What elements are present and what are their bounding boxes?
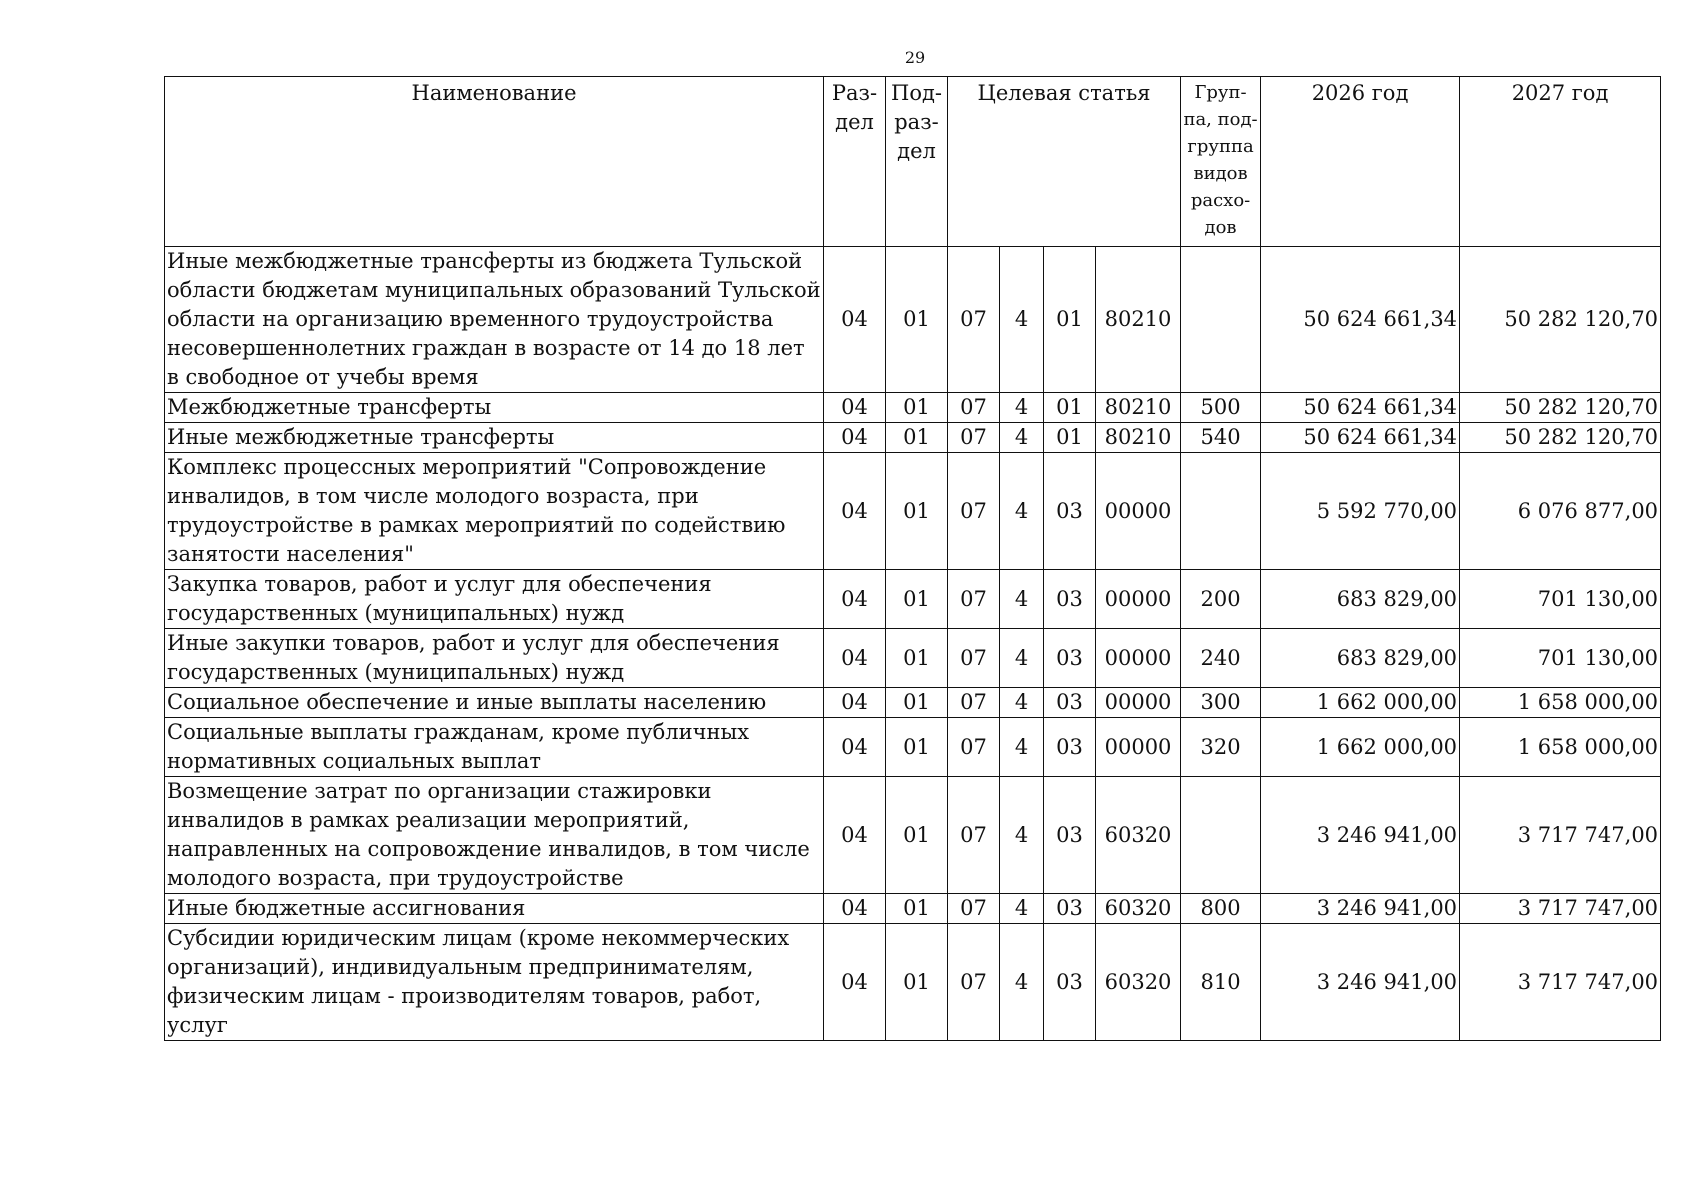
cell-target-program: 07 <box>948 777 1000 894</box>
cell-section: 04 <box>824 718 886 777</box>
cell-name: Социальное обеспечение и иные выплаты населению <box>165 688 824 718</box>
cell-amount-2026: 3 246 941,00 <box>1261 924 1460 1041</box>
header-expense-group: Груп- па, под- группа видов расхо- дов <box>1181 77 1261 247</box>
cell-target-type: 4 <box>1000 247 1044 393</box>
cell-name: Иные межбюджетные трансферты из бюджета Тульской области бюджетам муниципальных образований Тульской области на организацию временного трудоустройства несовершеннолетних граждан в возрасте от 14 до 18 лет в свободное от учебы время <box>165 247 824 393</box>
cell-target-direction: 00000 <box>1096 629 1181 688</box>
cell-target-program: 07 <box>948 894 1000 924</box>
cell-target-type: 4 <box>1000 570 1044 629</box>
cell-target-complex: 03 <box>1044 777 1096 894</box>
cell-target-program: 07 <box>948 629 1000 688</box>
cell-section: 04 <box>824 423 886 453</box>
cell-amount-2026: 683 829,00 <box>1261 570 1460 629</box>
cell-amount-2027: 701 130,00 <box>1460 570 1661 629</box>
cell-target-complex: 03 <box>1044 629 1096 688</box>
cell-amount-2026: 50 624 661,34 <box>1261 423 1460 453</box>
table-body <box>165 247 1661 1041</box>
cell-section: 04 <box>824 777 886 894</box>
cell-subsection: 01 <box>886 924 948 1041</box>
cell-target-type: 4 <box>1000 924 1044 1041</box>
cell-subsection: 01 <box>886 894 948 924</box>
cell-amount-2026: 5 592 770,00 <box>1261 453 1460 570</box>
header-subsection: Под- раз- дел <box>886 77 948 247</box>
cell-expense-group: 540 <box>1181 423 1261 453</box>
cell-name: Межбюджетные трансферты <box>165 393 824 423</box>
cell-target-complex: 03 <box>1044 894 1096 924</box>
cell-amount-2027: 3 717 747,00 <box>1460 894 1661 924</box>
cell-target-direction: 60320 <box>1096 777 1181 894</box>
cell-amount-2027: 50 282 120,70 <box>1460 393 1661 423</box>
header-name: Наименование <box>165 77 824 247</box>
cell-expense-group <box>1181 247 1261 393</box>
cell-expense-group: 800 <box>1181 894 1261 924</box>
table-row <box>165 393 1661 423</box>
cell-target-program: 07 <box>948 423 1000 453</box>
cell-subsection: 01 <box>886 393 948 423</box>
cell-expense-group: 240 <box>1181 629 1261 688</box>
page-number: 29 <box>904 48 926 67</box>
cell-target-type: 4 <box>1000 777 1044 894</box>
cell-subsection: 01 <box>886 423 948 453</box>
cell-target-complex: 01 <box>1044 247 1096 393</box>
cell-amount-2026: 3 246 941,00 <box>1261 894 1460 924</box>
table-row <box>165 777 1661 894</box>
cell-target-direction: 00000 <box>1096 688 1181 718</box>
cell-section: 04 <box>824 629 886 688</box>
table-row <box>165 629 1661 688</box>
cell-amount-2027: 701 130,00 <box>1460 629 1661 688</box>
table-row <box>165 924 1661 1041</box>
header-year-2027: 2027 год <box>1460 77 1661 247</box>
cell-target-direction: 00000 <box>1096 718 1181 777</box>
cell-target-program: 07 <box>948 453 1000 570</box>
cell-amount-2026: 1 662 000,00 <box>1261 718 1460 777</box>
header-target-article: Целевая статья <box>948 77 1181 247</box>
cell-section: 04 <box>824 453 886 570</box>
cell-target-program: 07 <box>948 688 1000 718</box>
cell-subsection: 01 <box>886 688 948 718</box>
header-section: Раз- дел <box>824 77 886 247</box>
cell-subsection: 01 <box>886 453 948 570</box>
cell-name: Закупка товаров, работ и услуг для обеспечения государственных (муниципальных) нужд <box>165 570 824 629</box>
cell-section: 04 <box>824 688 886 718</box>
cell-amount-2026: 1 662 000,00 <box>1261 688 1460 718</box>
cell-subsection: 01 <box>886 247 948 393</box>
cell-target-program: 07 <box>948 247 1000 393</box>
cell-name: Иные межбюджетные трансферты <box>165 423 824 453</box>
header-year-2026: 2026 год <box>1261 77 1460 247</box>
cell-amount-2027: 3 717 747,00 <box>1460 924 1661 1041</box>
cell-target-program: 07 <box>948 570 1000 629</box>
cell-target-complex: 03 <box>1044 453 1096 570</box>
cell-amount-2027: 1 658 000,00 <box>1460 688 1661 718</box>
cell-amount-2026: 50 624 661,34 <box>1261 393 1460 423</box>
table-row <box>165 570 1661 629</box>
cell-target-complex: 03 <box>1044 718 1096 777</box>
cell-target-direction: 60320 <box>1096 924 1181 1041</box>
cell-target-type: 4 <box>1000 423 1044 453</box>
table-row <box>165 247 1661 393</box>
cell-target-direction: 80210 <box>1096 423 1181 453</box>
cell-target-type: 4 <box>1000 453 1044 570</box>
table-header-row <box>165 77 1661 247</box>
cell-expense-group: 320 <box>1181 718 1261 777</box>
cell-target-direction: 00000 <box>1096 570 1181 629</box>
cell-name: Субсидии юридическим лицам (кроме некоммерческих организаций), индивидуальным предпринимателям, физическим лицам - производителям товаров, работ, услуг <box>165 924 824 1041</box>
cell-section: 04 <box>824 247 886 393</box>
cell-section: 04 <box>824 894 886 924</box>
cell-target-direction: 80210 <box>1096 393 1181 423</box>
cell-target-type: 4 <box>1000 688 1044 718</box>
cell-subsection: 01 <box>886 629 948 688</box>
table-row <box>165 718 1661 777</box>
cell-target-program: 07 <box>948 393 1000 423</box>
cell-target-type: 4 <box>1000 629 1044 688</box>
cell-name: Иные бюджетные ассигнования <box>165 894 824 924</box>
cell-subsection: 01 <box>886 777 948 894</box>
cell-expense-group <box>1181 777 1261 894</box>
cell-target-program: 07 <box>948 924 1000 1041</box>
cell-expense-group <box>1181 453 1261 570</box>
cell-name: Иные закупки товаров, работ и услуг для обеспечения государственных (муниципальных) нужд <box>165 629 824 688</box>
cell-expense-group: 300 <box>1181 688 1261 718</box>
cell-target-program: 07 <box>948 718 1000 777</box>
cell-amount-2027: 6 076 877,00 <box>1460 453 1661 570</box>
cell-target-type: 4 <box>1000 894 1044 924</box>
cell-target-complex: 01 <box>1044 423 1096 453</box>
cell-subsection: 01 <box>886 718 948 777</box>
cell-amount-2027: 1 658 000,00 <box>1460 718 1661 777</box>
budget-table <box>164 76 1661 1041</box>
cell-target-type: 4 <box>1000 393 1044 423</box>
cell-name: Социальные выплаты гражданам, кроме публичных нормативных социальных выплат <box>165 718 824 777</box>
table-row <box>165 894 1661 924</box>
cell-target-direction: 00000 <box>1096 453 1181 570</box>
table-row <box>165 688 1661 718</box>
cell-amount-2027: 50 282 120,70 <box>1460 247 1661 393</box>
cell-target-direction: 80210 <box>1096 247 1181 393</box>
cell-name: Комплекс процессных мероприятий "Сопровождение инвалидов, в том числе молодого возраста, при трудоустройстве в рамках мероприятий по содействию занятости населения" <box>165 453 824 570</box>
cell-amount-2026: 50 624 661,34 <box>1261 247 1460 393</box>
table-row <box>165 453 1661 570</box>
cell-amount-2027: 3 717 747,00 <box>1460 777 1661 894</box>
cell-expense-group: 200 <box>1181 570 1261 629</box>
cell-expense-group: 500 <box>1181 393 1261 423</box>
cell-section: 04 <box>824 393 886 423</box>
cell-target-complex: 01 <box>1044 393 1096 423</box>
cell-target-complex: 03 <box>1044 924 1096 1041</box>
cell-target-complex: 03 <box>1044 570 1096 629</box>
cell-amount-2026: 683 829,00 <box>1261 629 1460 688</box>
cell-name: Возмещение затрат по организации стажировки инвалидов в рамках реализации мероприятий, направленных на сопровождение инвалидов, в том числе молодого возраста, при трудоустройстве <box>165 777 824 894</box>
cell-amount-2027: 50 282 120,70 <box>1460 423 1661 453</box>
cell-subsection: 01 <box>886 570 948 629</box>
cell-target-complex: 03 <box>1044 688 1096 718</box>
table-row <box>165 423 1661 453</box>
cell-target-direction: 60320 <box>1096 894 1181 924</box>
cell-target-type: 4 <box>1000 718 1044 777</box>
cell-section: 04 <box>824 570 886 629</box>
cell-amount-2026: 3 246 941,00 <box>1261 777 1460 894</box>
cell-expense-group: 810 <box>1181 924 1261 1041</box>
cell-section: 04 <box>824 924 886 1041</box>
